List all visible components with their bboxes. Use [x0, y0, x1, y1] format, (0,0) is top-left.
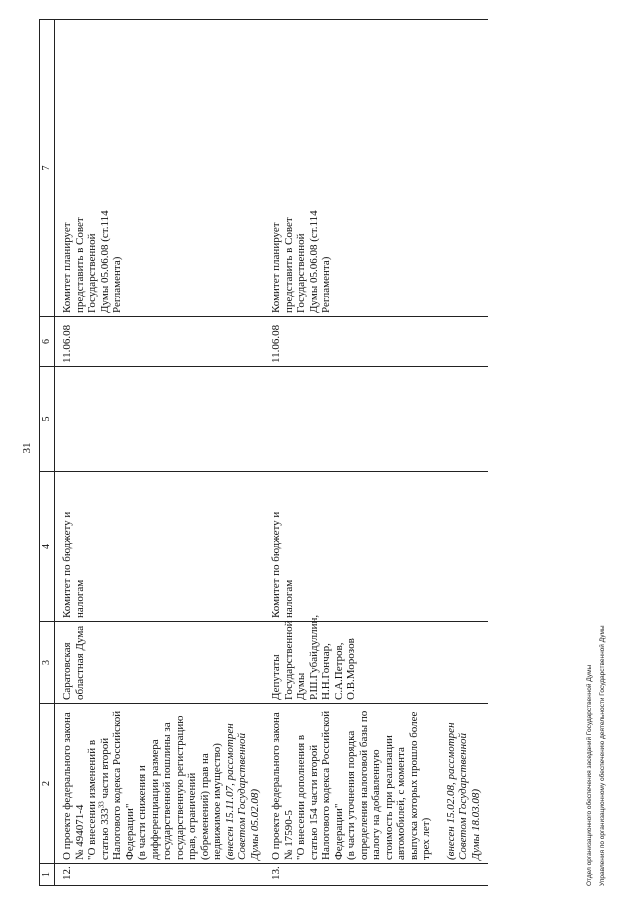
column-header: 6 [40, 317, 55, 367]
bill-introduced: (внесен 15.02.08, рассмотрен Советом Государственной Думы 18.03.08) [444, 722, 482, 860]
footer-line: Отдел организационного обеспечения заседаний Государственной Думы [586, 664, 593, 886]
author-intro: Депутаты Государственной Думы [270, 620, 307, 700]
column-header: 7 [40, 20, 55, 317]
table-header-row [40, 20, 55, 886]
bill-title: О проекте федерального закона № 17590-5 [270, 712, 295, 860]
table-row [55, 20, 262, 886]
column-header: 4 [40, 472, 55, 622]
bill-committee: Комитет по бюджету и налогам [261, 472, 488, 622]
column-5-cell [261, 367, 488, 472]
bill-note: Комитет планирует представить в Совет Государственной Думы 05.06.08 (ст.114 Регламента) [261, 20, 488, 317]
bill-date: 11.06.08 [261, 317, 488, 367]
footer [583, 625, 609, 886]
author-name: Н.Н.Гончар, [320, 643, 332, 700]
bill-committee: Комитет по бюджету и налогам [55, 472, 262, 622]
column-header: 5 [40, 367, 55, 472]
author-name: С.А.Петров, [332, 642, 345, 700]
bill-author [261, 614, 488, 704]
column-header: 3 [40, 622, 55, 704]
column-header: 1 [40, 864, 55, 886]
bill-description [55, 704, 262, 864]
row-number: 12. [55, 864, 262, 886]
column-header: 2 [40, 704, 55, 864]
page-number: 31 [21, 442, 33, 454]
bills-table [39, 19, 488, 886]
row-number: 13. [261, 864, 488, 886]
bill-introduced: (внесен 15.11.07, рассмотрен Советом Государственной Думы 05.02.08) [223, 723, 261, 860]
author-name: О.В.Морозов [345, 638, 357, 700]
bill-date: 11.06.08 [55, 317, 262, 367]
bill-title: О проекте федерального закона № 494071-4 [61, 712, 86, 860]
bill-subject: "О внесении дополнения в статью 154 части второй Налогового кодекса Российской Федерации" [295, 710, 345, 860]
bill-subject: "О внесении изменений в статью $333^{33}$ части второй Налогового кодекса Российской Федерации" [86, 710, 136, 860]
column-5-cell [55, 367, 262, 472]
table-row [261, 20, 488, 886]
bill-author: Саратовская областная Дума [55, 622, 262, 704]
bill-clarification: (в части уточнения порядка определения налоговой базы по налогу на добавленную стоимость при реализации автомобилей, с момента выпуска которых прошло более трех лет) [345, 710, 432, 860]
bill-note: Комитет планирует представить в Совет Государственной Думы 05.06.08 (ст.114 Регламента) [55, 20, 262, 317]
footer-line: Управления по организационному обеспечению деятельности Государственной Думы [599, 625, 606, 886]
bill-clarification: (в части снижения и дифференциации размера государственной пошлины за государственную регистрацию прав, ограничений (обременений) прав на недвижимое имущество) [136, 715, 223, 860]
bill-description [261, 704, 488, 864]
superscript: 33 [96, 801, 105, 809]
author-name: Р.Ш.Губайдуллин, [307, 614, 320, 700]
